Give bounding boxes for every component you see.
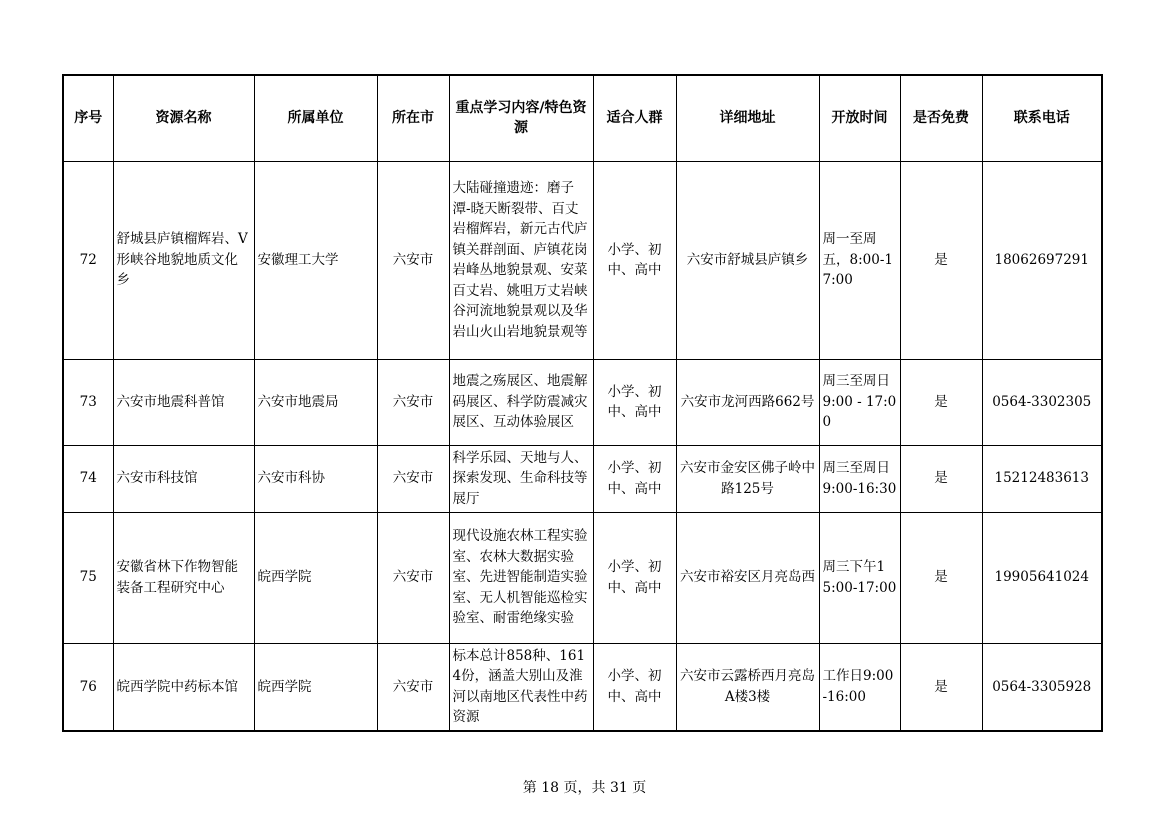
cell-unit: 皖西学院	[254, 512, 377, 643]
cell-name: 六安市科技馆	[113, 445, 254, 512]
cell-address: 六安市金安区佛子岭中路125号	[676, 445, 819, 512]
cell-free: 是	[900, 512, 982, 643]
cell-name: 舒城县庐镇榴辉岩、V形峡谷地貌地质文化乡	[113, 161, 254, 359]
table-row	[63, 359, 1102, 445]
cell-name: 安徽省林下作物智能装备工程研究中心	[113, 512, 254, 643]
cell-hours: 周三至周日9:00-16:30	[819, 445, 900, 512]
header-city: 所在市	[377, 75, 449, 161]
cell-city: 六安市	[377, 512, 449, 643]
cell-hours: 周一至周五，8:00-17:00	[819, 161, 900, 359]
cell-content: 标本总计858种、1614份，涵盖大别山及淮河以南地区代表性中药资源	[449, 643, 593, 731]
cell-name: 皖西学院中药标本馆	[113, 643, 254, 731]
header-hours: 开放时间	[819, 75, 900, 161]
cell-audience: 小学、初中、高中	[593, 445, 676, 512]
cell-name: 六安市地震科普馆	[113, 359, 254, 445]
header-phone: 联系电话	[982, 75, 1102, 161]
cell-content: 现代设施农林工程实验室、农林大数据实验室、先进智能制造实验室、无人机智能巡检实验室、耐雷绝缘实验	[449, 512, 593, 643]
cell-phone: 0564-3302305	[982, 359, 1102, 445]
cell-unit: 安徽理工大学	[254, 161, 377, 359]
cell-address: 六安市舒城县庐镇乡	[676, 161, 819, 359]
header-free: 是否免费	[900, 75, 982, 161]
page-number-footer: 第 18 页，共 31 页	[522, 780, 647, 796]
cell-phone: 18062697291	[982, 161, 1102, 359]
header-audience: 适合人群	[593, 75, 676, 161]
cell-free: 是	[900, 445, 982, 512]
cell-seq: 75	[63, 512, 113, 643]
cell-seq: 73	[63, 359, 113, 445]
cell-audience: 小学、初中、高中	[593, 161, 676, 359]
table-row	[63, 445, 1102, 512]
cell-hours: 工作日9:00-16:00	[819, 643, 900, 731]
header-seq: 序号	[63, 75, 113, 161]
header-name: 资源名称	[113, 75, 254, 161]
cell-city: 六安市	[377, 359, 449, 445]
cell-free: 是	[900, 359, 982, 445]
cell-seq: 76	[63, 643, 113, 731]
header-address: 详细地址	[676, 75, 819, 161]
resource-table	[62, 74, 1103, 732]
cell-audience: 小学、初中、高中	[593, 643, 676, 731]
cell-hours: 周三至周日 9:00 - 17:00	[819, 359, 900, 445]
cell-content: 科学乐园、天地与人、探索发现、生命科技等展厅	[449, 445, 593, 512]
table-row	[63, 643, 1102, 731]
cell-seq: 72	[63, 161, 113, 359]
cell-content: 大陆碰撞遗迹：磨子潭-晓天断裂带、百丈岩榴辉岩，新元古代庐镇关群剖面、庐镇花岗岩峰丛地貌景观、安菜百丈岩、姚咀万丈岩峡谷河流地貌景观以及华岩山火山岩地貌景观等	[449, 161, 593, 359]
header-content: 重点学习内容/特色资源	[449, 75, 593, 161]
table-row	[63, 512, 1102, 643]
header-unit: 所属单位	[254, 75, 377, 161]
cell-unit: 六安市地震局	[254, 359, 377, 445]
cell-phone: 0564-3305928	[982, 643, 1102, 731]
cell-free: 是	[900, 643, 982, 731]
cell-seq: 74	[63, 445, 113, 512]
cell-address: 六安市龙河西路662号	[676, 359, 819, 445]
cell-city: 六安市	[377, 445, 449, 512]
cell-audience: 小学、初中、高中	[593, 359, 676, 445]
cell-unit: 皖西学院	[254, 643, 377, 731]
cell-phone: 15212483613	[982, 445, 1102, 512]
cell-city: 六安市	[377, 643, 449, 731]
cell-hours: 周三下午15:00-17:00	[819, 512, 900, 643]
cell-unit: 六安市科协	[254, 445, 377, 512]
cell-phone: 19905641024	[982, 512, 1102, 643]
cell-audience: 小学、初中、高中	[593, 512, 676, 643]
cell-address: 六安市裕安区月亮岛西	[676, 512, 819, 643]
cell-content: 地震之殇展区、地震解码展区、科学防震减灾展区、互动体验展区	[449, 359, 593, 445]
table-header-row	[63, 75, 1102, 161]
table-row	[63, 161, 1102, 359]
cell-address: 六安市云露桥西月亮岛A楼3楼	[676, 643, 819, 731]
cell-city: 六安市	[377, 161, 449, 359]
cell-free: 是	[900, 161, 982, 359]
